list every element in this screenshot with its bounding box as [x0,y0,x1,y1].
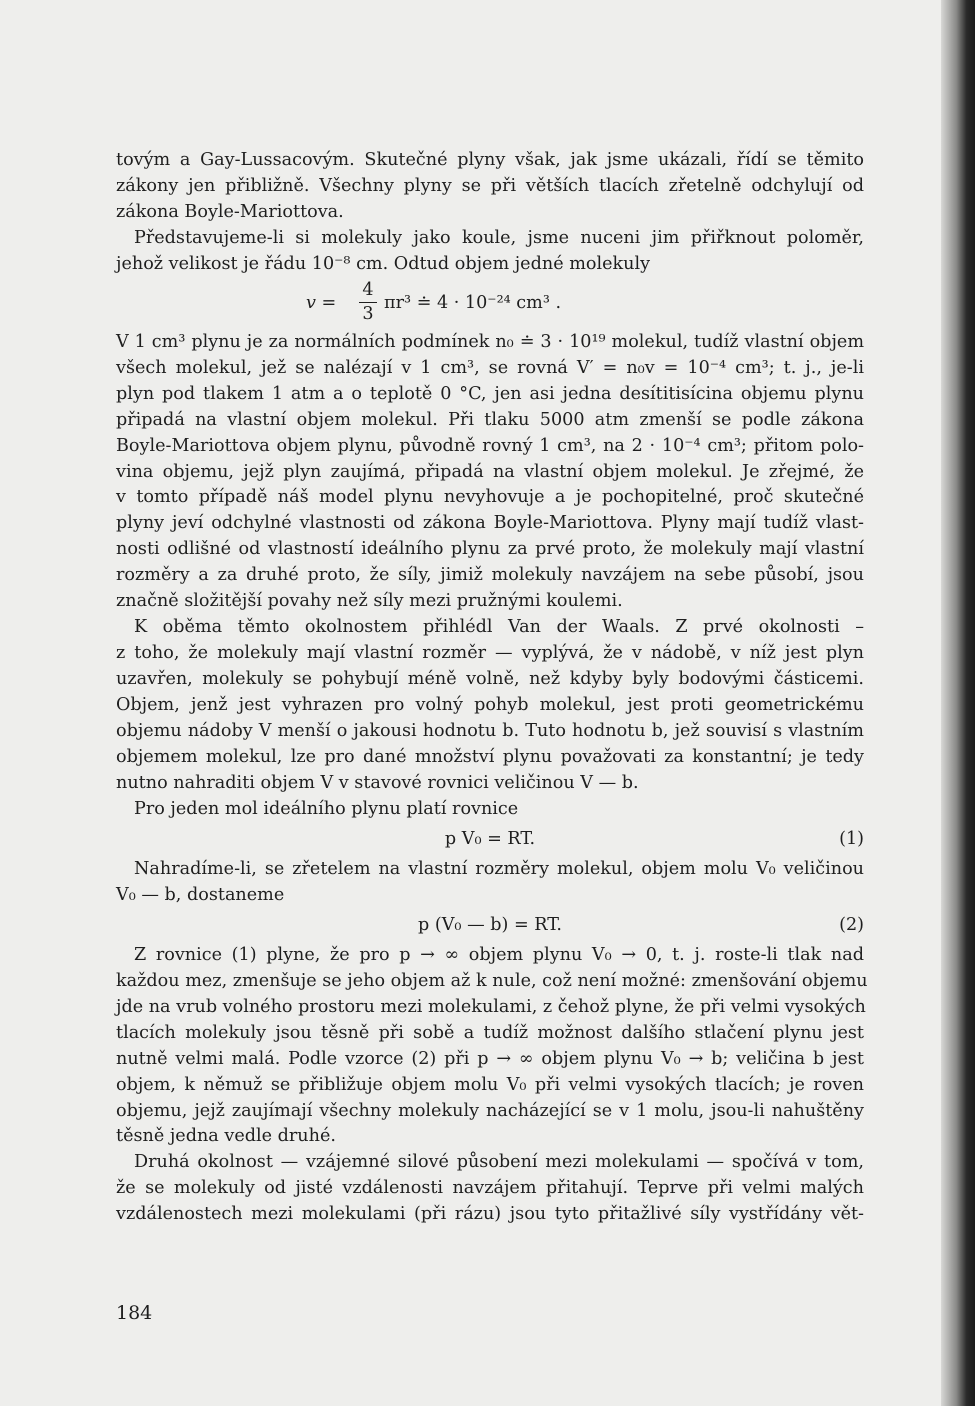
text-line: vina objemu, jejž plyn zaujímá, připadá na vlastní objem molekul. Je zřejmé, že [116,461,864,482]
text-line: uzavřen, molekuly se pohybují méně volně, než kdyby byly bodovými částicemi. [116,669,864,690]
equation-molecule-volume [116,278,864,330]
text-line: K oběma těmto okolnostem přihlédl Van der Waals. Z prvé okolnosti – [134,617,864,638]
page-text [116,148,868,1228]
text-line: nosti odlišné od vlastností ideálního plynu za prvé proto, že molekuly mají vlastní [116,539,864,560]
text-line: Objem, jenž jest vyhrazen pro volný pohyb molekul, jest proti geometrickému [116,695,864,716]
paragraph-2 [116,226,864,278]
text-line: plyny jeví odchylné vlastnosti od zákona Boyle-Mariottova. Plyny mají tudíž vlast- [116,513,864,534]
equation-number: (2) [839,914,864,935]
text-line: Představujeme-li si molekuly jako koule, jsme nuceni jim přiřknout poloměr, [134,227,864,248]
text-line: tovým a Gay-Lussacovým. Skutečné plyny však, jak jsme ukázali, řídí se těmito [116,150,864,170]
text-line: rozměry a za druhé proto, že síly, jimiž molekuly navzájem na sebe působí, jsou [116,565,864,586]
fraction-denominator: 3 [362,303,374,324]
text-line: zákona Boyle-Mariottova. [116,201,344,222]
equation-formula: p V₀ = RT. [444,828,536,849]
text-line: v tomto případě náš model plynu nevyhovuje a je pochopitelné, proč skutečné [116,487,864,508]
text-line: Nahradíme-li, se zřetelem na vlastní rozměry molekul, objem molu V₀ veličinou [134,858,864,879]
text-line: značně složitější povahy než síly mezi pružnými koulemi. [116,591,623,612]
page-number: 184 [116,1302,153,1324]
text-line: Pro jeden mol ideálního plynu platí rovnice [134,798,519,819]
text-line: že se molekuly od jisté vzdálenosti navzájem přitahují. Teprve při velmi malých [116,1178,864,1199]
text-line: těsně jedna vedle druhé. [116,1126,336,1147]
equation-lhs: v = [306,292,337,313]
text-line: V 1 cm³ plynu je za normálních podmínek n₀ ≐ 3 · 10¹⁹ molekul, tudíž vlastní objem [116,331,864,352]
text-line: nutno nahraditi objem V v stavové rovnici veličinou V — b. [116,772,639,793]
paragraph-8 [116,1150,864,1228]
text-line: objem, k němuž se přibližuje objem molu V₀ při velmi vysokých tlacích; je roven [116,1074,864,1095]
paragraph-7 [116,943,868,1151]
text-line: vzdálenostech mezi molekulami (při rázu) jsou tyto přitažlivé síly vystřídány vět- [116,1204,864,1225]
text-line: V₀ — b, dostaneme [116,884,285,905]
text-line: připadá na vlastní objem molekul. Při tlaku 5000 atm zmenší se podle zákona [116,409,864,430]
text-line: objemu nádoby V menší o jakousi hodnotu b. Tuto hodnotu b, jež souvisí s vlastním [116,721,864,742]
text-line: jehož velikost je řádu 10⁻⁸ cm. Odtud objem jedné molekuly [116,253,651,274]
text-line: Boyle-Mariottova objem plynu, původně rovný 1 cm³, na 2 · 10⁻⁴ cm³; přitom polo- [116,435,864,456]
text-line: Z rovnice (1) plyne, že pro p → ∞ objem plynu V₀ → 0, t. j. roste-li tlak nad [134,944,864,965]
equation-rhs: πr³ ≐ 4 · 10⁻²⁴ cm³ . [384,292,562,313]
text-line: tlacích molekuly jsou těsně při sobě a tudíž možnost dalšího stlačení plynu jest [116,1022,864,1043]
text-line: každou mez, zmenšuje se jeho objem až k nule, což není možné: zmenšování objemu [116,970,868,991]
text-line: Druhá okolnost — vzájemné silové působení mezi molekulami — spočívá v tom, [134,1152,864,1173]
equation-formula: p (V₀ — b) = RT. [418,914,562,935]
text-line: nutně velmi malá. Podle vzorce (2) při p → ∞ objem plynu V₀ → b; veličina b jest [116,1048,864,1069]
paragraph-4 [116,615,864,797]
text-line: z toho, že molekuly mají vlastní rozměr — vyplývá, že v nádobě, v níž jest plyn [116,643,864,664]
text-line: všech molekul, jež se nalézají v 1 cm³, se rovná V′ = n₀v = 10⁻⁴ cm³; t. j., je-li [116,357,864,378]
equation-1 [116,823,864,857]
equation-number: (1) [839,828,864,849]
text-line: objemu, jejž zaujímají všechny molekuly nacházející se v 1 molu, jsou-li nahuštěny [116,1100,864,1121]
paragraph-3 [116,330,864,615]
text-line: jde na vrub volného prostoru mezi molekulami, z čehož plyne, že při velmi vysokých [116,996,866,1017]
fraction-numerator: 4 [362,279,374,300]
text-line: plyn pod tlakem 1 atm a o teplotě 0 °C, jen asi jedna desítitisícina objemu plynu [116,383,864,404]
paragraph-1 [116,148,864,226]
equation-2 [116,909,864,937]
paragraph-6 [116,857,864,909]
text-line: objemem molekul, lze pro dané množství plynu považovati za konstantní; je tedy [116,747,864,768]
text-line: zákony jen přibližně. Všechny plyny se při větších tlacích zřetelně odchylují od [116,175,864,196]
paragraph-5 [116,797,864,823]
page-binding-edge [941,0,975,1406]
